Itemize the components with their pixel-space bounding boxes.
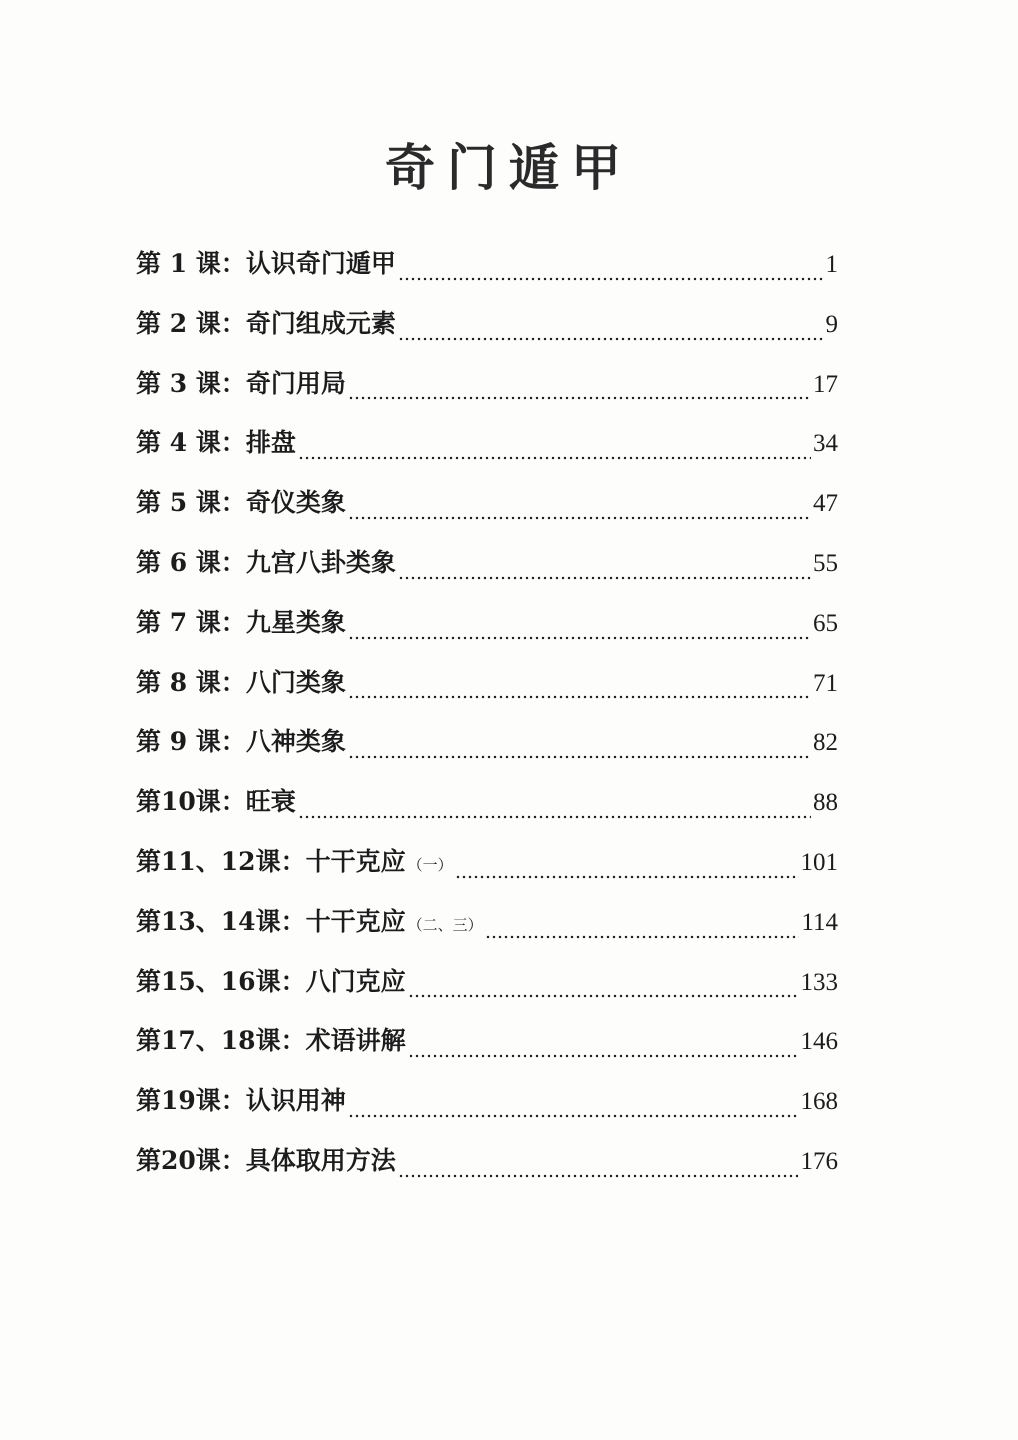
toc-entry[interactable] xyxy=(136,417,838,477)
toc-page-number: 55 xyxy=(813,549,838,577)
toc-lesson-number: 第 6 课： xyxy=(136,547,246,577)
toc-leader-dots xyxy=(298,447,811,461)
toc-lesson-subtitle: （二、三） xyxy=(407,915,483,934)
toc-leader-dots xyxy=(348,686,811,700)
toc-lesson-title: 认识奇门遁甲 xyxy=(245,249,396,278)
toc-lesson-title: 十干克应 xyxy=(305,906,406,936)
toc-lesson-title: 八门克应 xyxy=(305,966,406,996)
toc-entry[interactable] xyxy=(136,956,838,1016)
toc-page-number: 17 xyxy=(813,370,838,398)
toc-leader-dots xyxy=(348,387,811,401)
toc-leader-dots xyxy=(398,268,824,282)
toc-lesson-title: 排盘 xyxy=(245,428,296,458)
toc-lesson-number: 第 2 课： xyxy=(136,308,246,338)
toc-entry[interactable] xyxy=(136,238,838,298)
toc-page-number: 34 xyxy=(813,430,838,458)
toc-lesson-number: 第17、18课： xyxy=(136,1026,306,1056)
toc-leader-dots xyxy=(398,567,811,581)
toc-lesson-title: 九宫八卦类象 xyxy=(245,547,396,577)
toc-lesson-title: 十干克应 xyxy=(305,846,406,876)
toc-lesson-title: 旺衰 xyxy=(245,787,296,817)
toc-lesson-title: 奇仪类象 xyxy=(245,488,346,518)
toc-lesson-number: 第13、14课： xyxy=(136,906,306,936)
table-of-contents xyxy=(136,238,838,1195)
toc-leader-dots xyxy=(398,328,824,342)
toc-entry[interactable] xyxy=(136,358,838,418)
toc-leader-dots xyxy=(398,1165,799,1179)
toc-leader-dots xyxy=(485,926,800,940)
toc-page-number: 168 xyxy=(800,1088,838,1116)
toc-lesson-number: 第 8 课： xyxy=(136,667,246,697)
toc-page-number: 71 xyxy=(813,669,838,697)
toc-entry[interactable] xyxy=(136,1135,838,1195)
toc-entry[interactable] xyxy=(136,896,838,956)
toc-entry[interactable] xyxy=(136,716,838,776)
page-title: 奇门遁甲 xyxy=(385,139,633,197)
toc-leader-dots xyxy=(455,866,799,880)
toc-entry[interactable] xyxy=(136,1015,838,1075)
toc-lesson-number: 第15、16课： xyxy=(136,966,306,996)
toc-leader-dots xyxy=(298,806,811,820)
toc-lesson-title: 奇门组成元素 xyxy=(245,308,396,338)
toc-entry[interactable] xyxy=(136,298,838,358)
toc-lesson-title: 术语讲解 xyxy=(305,1026,406,1056)
toc-lesson-subtitle: （一） xyxy=(407,855,453,874)
toc-entry[interactable] xyxy=(136,1075,838,1135)
toc-leader-dots xyxy=(348,507,811,521)
toc-page-number: 65 xyxy=(813,609,838,637)
toc-page-number: 88 xyxy=(813,789,838,817)
toc-lesson-number: 第 1 课： xyxy=(136,249,246,278)
toc-lesson-title: 八神类象 xyxy=(245,727,346,757)
toc-leader-dots xyxy=(348,1105,799,1119)
toc-page-number: 101 xyxy=(800,848,838,876)
toc-lesson-title: 八门类象 xyxy=(245,667,346,697)
toc-entry[interactable] xyxy=(136,537,838,597)
toc-page-number: 82 xyxy=(813,729,838,757)
toc-entry[interactable] xyxy=(136,836,838,896)
toc-lesson-number: 第20课： xyxy=(136,1145,246,1175)
toc-lesson-number: 第 4 课： xyxy=(136,428,246,458)
toc-entry[interactable] xyxy=(136,776,838,836)
toc-lesson-title: 认识用神 xyxy=(245,1086,346,1116)
toc-leader-dots xyxy=(348,746,811,760)
toc-lesson-title: 奇门用局 xyxy=(245,368,346,398)
toc-lesson-number: 第 7 课： xyxy=(136,607,246,637)
toc-entry[interactable] xyxy=(136,657,838,717)
toc-lesson-title: 具体取用方法 xyxy=(245,1145,396,1175)
toc-lesson-number: 第 5 课： xyxy=(136,488,246,518)
toc-leader-dots xyxy=(348,627,811,641)
toc-page-number: 9 xyxy=(825,310,838,338)
toc-page-number: 47 xyxy=(813,490,838,518)
toc-leader-dots xyxy=(408,985,799,999)
toc-lesson-number: 第11、12课： xyxy=(136,846,306,876)
toc-lesson-number: 第 9 课： xyxy=(136,727,246,757)
toc-lesson-number: 第 3 课： xyxy=(136,368,246,398)
toc-page-number: 146 xyxy=(800,1028,838,1056)
toc-page-number: 133 xyxy=(800,968,838,996)
toc-lesson-number: 第10课： xyxy=(136,787,246,817)
toc-entry[interactable] xyxy=(136,477,838,537)
toc-entry[interactable] xyxy=(136,597,838,657)
toc-leader-dots xyxy=(408,1045,799,1059)
toc-page-number: 114 xyxy=(801,908,838,936)
toc-lesson-number: 第19课： xyxy=(136,1086,246,1116)
toc-lesson-title: 九星类象 xyxy=(245,607,346,637)
toc-page-number: 176 xyxy=(800,1147,838,1175)
toc-page-number: 1 xyxy=(825,251,838,278)
